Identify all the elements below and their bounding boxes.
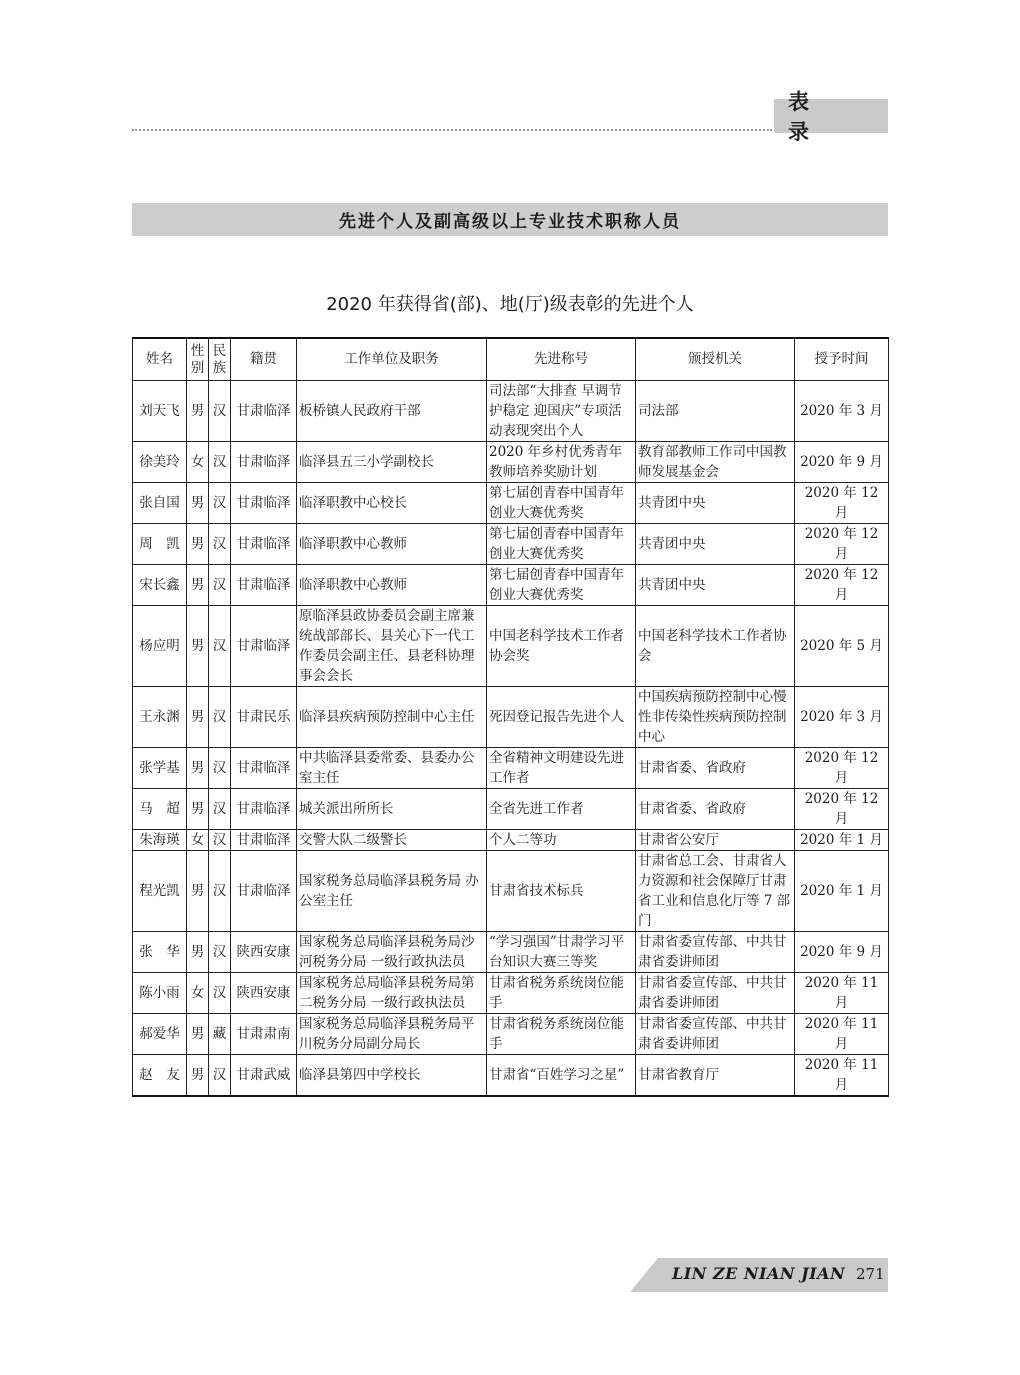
section-banner: 先进个人及副高级以上专业技术职称人员 xyxy=(132,203,888,236)
cell-date: 2020 年 11 月 xyxy=(795,973,889,1014)
col-header-ethnicity: 民族 xyxy=(209,338,231,381)
cell-name: 徐美玲 xyxy=(133,442,187,483)
cell-name: 张学基 xyxy=(133,748,187,789)
cell-workplace: 国家税务总局临泽县税务局平川税务分局副分局长 xyxy=(297,1014,487,1055)
cell-honor: 全省先进工作者 xyxy=(487,789,636,830)
cell-native-place: 甘肃临泽 xyxy=(231,789,297,830)
running-title: LIN ZE NIAN JIAN xyxy=(672,1264,846,1283)
cell-authority: 甘肃省委宣传部、中共甘肃省委讲师团 xyxy=(636,973,795,1014)
cell-gender: 男 xyxy=(187,1055,209,1097)
cell-workplace: 临泽职教中心校长 xyxy=(297,483,487,524)
cell-workplace: 交警大队二级警长 xyxy=(297,830,487,851)
col-header-gender: 性别 xyxy=(187,338,209,381)
cell-gender: 男 xyxy=(187,851,209,932)
cell-workplace: 原临泽县政协委员会副主席兼统战部部长、县关心下一代工作委员会副主任、县老科协理事会会长 xyxy=(297,606,487,687)
cell-gender: 男 xyxy=(187,483,209,524)
col-header-honor: 先进称号 xyxy=(487,338,636,381)
cell-native-place: 甘肃临泽 xyxy=(231,830,297,851)
cell-authority: 甘肃省委、省政府 xyxy=(636,789,795,830)
table-row xyxy=(133,606,889,687)
cell-native-place: 陕西安康 xyxy=(231,973,297,1014)
cell-honor: 全省精神文明建设先进工作者 xyxy=(487,748,636,789)
cell-authority: 甘肃省总工会、甘肃省人力资源和社会保障厅甘肃省工业和信息化厅等 7 部门 xyxy=(636,851,795,932)
cell-workplace: 城关派出所所长 xyxy=(297,789,487,830)
cell-name: 杨应明 xyxy=(133,606,187,687)
cell-native-place: 甘肃临泽 xyxy=(231,748,297,789)
table-row xyxy=(133,789,889,830)
cell-authority: 甘肃省委、省政府 xyxy=(636,748,795,789)
cell-authority: 甘肃省公安厅 xyxy=(636,830,795,851)
cell-name: 周 凯 xyxy=(133,524,187,565)
table-header-row xyxy=(133,338,889,381)
cell-honor: 第七届创青春中国青年创业大赛优秀奖 xyxy=(487,483,636,524)
cell-authority: 甘肃省教育厅 xyxy=(636,1055,795,1097)
cell-gender: 女 xyxy=(187,973,209,1014)
cell-honor: 司法部“大排查 早调节 护稳定 迎国庆”专项活动表现突出个人 xyxy=(487,381,636,442)
cell-workplace: 板桥镇人民政府干部 xyxy=(297,381,487,442)
cell-name: 郝爱华 xyxy=(133,1014,187,1055)
cell-workplace: 国家税务总局临泽县税务局 办公室主任 xyxy=(297,851,487,932)
cell-name: 朱海瑛 xyxy=(133,830,187,851)
cell-honor: 甘肃省“百姓学习之星” xyxy=(487,1055,636,1097)
col-header-name: 姓名 xyxy=(133,338,187,381)
cell-native-place: 甘肃临泽 xyxy=(231,565,297,606)
cell-native-place: 甘肃武威 xyxy=(231,1055,297,1097)
table-row xyxy=(133,442,889,483)
cell-date: 2020 年 5 月 xyxy=(795,606,889,687)
cell-date: 2020 年 3 月 xyxy=(795,687,889,748)
cell-gender: 男 xyxy=(187,932,209,973)
cell-native-place: 甘肃临泽 xyxy=(231,524,297,565)
table-row xyxy=(133,1014,889,1055)
cell-date: 2020 年 12 月 xyxy=(795,483,889,524)
table-row xyxy=(133,687,889,748)
cell-authority: 共青团中央 xyxy=(636,565,795,606)
cell-native-place: 甘肃临泽 xyxy=(231,483,297,524)
cell-date: 2020 年 11 月 xyxy=(795,1055,889,1097)
cell-gender: 女 xyxy=(187,442,209,483)
table-row xyxy=(133,748,889,789)
cell-workplace: 临泽职教中心教师 xyxy=(297,565,487,606)
section-tab: 表 录 xyxy=(774,99,888,133)
cell-ethnicity: 汉 xyxy=(209,524,231,565)
cell-name: 陈小雨 xyxy=(133,973,187,1014)
cell-native-place: 甘肃肃南 xyxy=(231,1014,297,1055)
cell-date: 2020 年 12 月 xyxy=(795,789,889,830)
cell-date: 2020 年 12 月 xyxy=(795,565,889,606)
cell-authority: 共青团中央 xyxy=(636,483,795,524)
cell-gender: 男 xyxy=(187,381,209,442)
table-row xyxy=(133,483,889,524)
cell-date: 2020 年 12 月 xyxy=(795,524,889,565)
cell-native-place: 甘肃临泽 xyxy=(231,606,297,687)
header-rule xyxy=(132,129,772,131)
cell-date: 2020 年 11 月 xyxy=(795,1014,889,1055)
table-title: 2020 年获得省(部)、地(厅)级表彰的先进个人 xyxy=(326,294,694,315)
cell-name: 张自国 xyxy=(133,483,187,524)
page-number: 271 xyxy=(856,1265,885,1283)
cell-authority: 共青团中央 xyxy=(636,524,795,565)
table-row xyxy=(133,932,889,973)
cell-workplace: 国家税务总局临泽县税务局第二税务分局 一级行政执法员 xyxy=(297,973,487,1014)
cell-ethnicity: 汉 xyxy=(209,565,231,606)
cell-date: 2020 年 9 月 xyxy=(795,932,889,973)
cell-ethnicity: 汉 xyxy=(209,789,231,830)
table-row xyxy=(133,851,889,932)
cell-ethnicity: 汉 xyxy=(209,851,231,932)
cell-gender: 男 xyxy=(187,748,209,789)
col-header-date: 授予时间 xyxy=(795,338,889,381)
table-row xyxy=(133,381,889,442)
cell-name: 马 超 xyxy=(133,789,187,830)
col-header-authority: 颁授机关 xyxy=(636,338,795,381)
cell-workplace: 临泽县疾病预防控制中心主任 xyxy=(297,687,487,748)
cell-ethnicity: 汉 xyxy=(209,830,231,851)
cell-gender: 男 xyxy=(187,789,209,830)
cell-native-place: 甘肃临泽 xyxy=(231,381,297,442)
cell-honor: 个人二等功 xyxy=(487,830,636,851)
cell-honor: “学习强国”甘肃学习平台知识大赛三等奖 xyxy=(487,932,636,973)
cell-honor: 第七届创青春中国青年创业大赛优秀奖 xyxy=(487,524,636,565)
cell-workplace: 临泽职教中心教师 xyxy=(297,524,487,565)
cell-native-place: 陕西安康 xyxy=(231,932,297,973)
cell-name: 张 华 xyxy=(133,932,187,973)
cell-name: 程光凯 xyxy=(133,851,187,932)
cell-date: 2020 年 3 月 xyxy=(795,381,889,442)
table-row xyxy=(133,524,889,565)
cell-authority: 甘肃省委宣传部、中共甘肃省委讲师团 xyxy=(636,932,795,973)
cell-ethnicity: 汉 xyxy=(209,442,231,483)
cell-gender: 男 xyxy=(187,524,209,565)
cell-honor: 第七届创青春中国青年创业大赛优秀奖 xyxy=(487,565,636,606)
cell-date: 2020 年 1 月 xyxy=(795,830,889,851)
cell-workplace: 临泽县五三小学副校长 xyxy=(297,442,487,483)
cell-native-place: 甘肃民乐 xyxy=(231,687,297,748)
table-row xyxy=(133,830,889,851)
cell-native-place: 甘肃临泽 xyxy=(231,442,297,483)
cell-gender: 男 xyxy=(187,606,209,687)
cell-ethnicity: 汉 xyxy=(209,973,231,1014)
cell-workplace: 临泽县第四中学校长 xyxy=(297,1055,487,1097)
cell-honor: 中国老科学技术工作者协会奖 xyxy=(487,606,636,687)
col-header-workplace: 工作单位及职务 xyxy=(297,338,487,381)
cell-authority: 中国老科学技术工作者协会 xyxy=(636,606,795,687)
cell-gender: 女 xyxy=(187,830,209,851)
table-row xyxy=(133,565,889,606)
cell-authority: 甘肃省委宣传部、中共甘肃省委讲师团 xyxy=(636,1014,795,1055)
cell-gender: 男 xyxy=(187,565,209,606)
cell-authority: 中国疾病预防控制中心慢性非传染性疾病预防控制中心 xyxy=(636,687,795,748)
cell-honor: 甘肃省税务系统岗位能手 xyxy=(487,1014,636,1055)
cell-native-place: 甘肃临泽 xyxy=(231,851,297,932)
cell-honor: 2020 年乡村优秀青年教师培养奖励计划 xyxy=(487,442,636,483)
cell-gender: 男 xyxy=(187,1014,209,1055)
cell-ethnicity: 汉 xyxy=(209,1055,231,1097)
cell-name: 刘天飞 xyxy=(133,381,187,442)
cell-gender: 男 xyxy=(187,687,209,748)
cell-honor: 死因登记报告先进个人 xyxy=(487,687,636,748)
cell-date: 2020 年 1 月 xyxy=(795,851,889,932)
cell-ethnicity: 汉 xyxy=(209,932,231,973)
cell-name: 宋长鑫 xyxy=(133,565,187,606)
table-row xyxy=(133,973,889,1014)
cell-ethnicity: 汉 xyxy=(209,687,231,748)
cell-workplace: 中共临泽县委常委、县委办公室主任 xyxy=(297,748,487,789)
cell-name: 赵 友 xyxy=(133,1055,187,1097)
cell-honor: 甘肃省税务系统岗位能手 xyxy=(487,973,636,1014)
cell-authority: 司法部 xyxy=(636,381,795,442)
cell-name: 王永渊 xyxy=(133,687,187,748)
cell-ethnicity: 汉 xyxy=(209,381,231,442)
table-row xyxy=(133,1055,889,1097)
col-header-native-place: 籍贯 xyxy=(231,338,297,381)
cell-honor: 甘肃省技术标兵 xyxy=(487,851,636,932)
cell-ethnicity: 汉 xyxy=(209,748,231,789)
cell-authority: 教育部教师工作司中国教师发展基金会 xyxy=(636,442,795,483)
cell-date: 2020 年 12 月 xyxy=(795,748,889,789)
cell-workplace: 国家税务总局临泽县税务局沙河税务分局 一级行政执法员 xyxy=(297,932,487,973)
cell-ethnicity: 汉 xyxy=(209,606,231,687)
awards-table xyxy=(132,337,889,1097)
cell-ethnicity: 藏 xyxy=(209,1014,231,1055)
cell-ethnicity: 汉 xyxy=(209,483,231,524)
cell-date: 2020 年 9 月 xyxy=(795,442,889,483)
